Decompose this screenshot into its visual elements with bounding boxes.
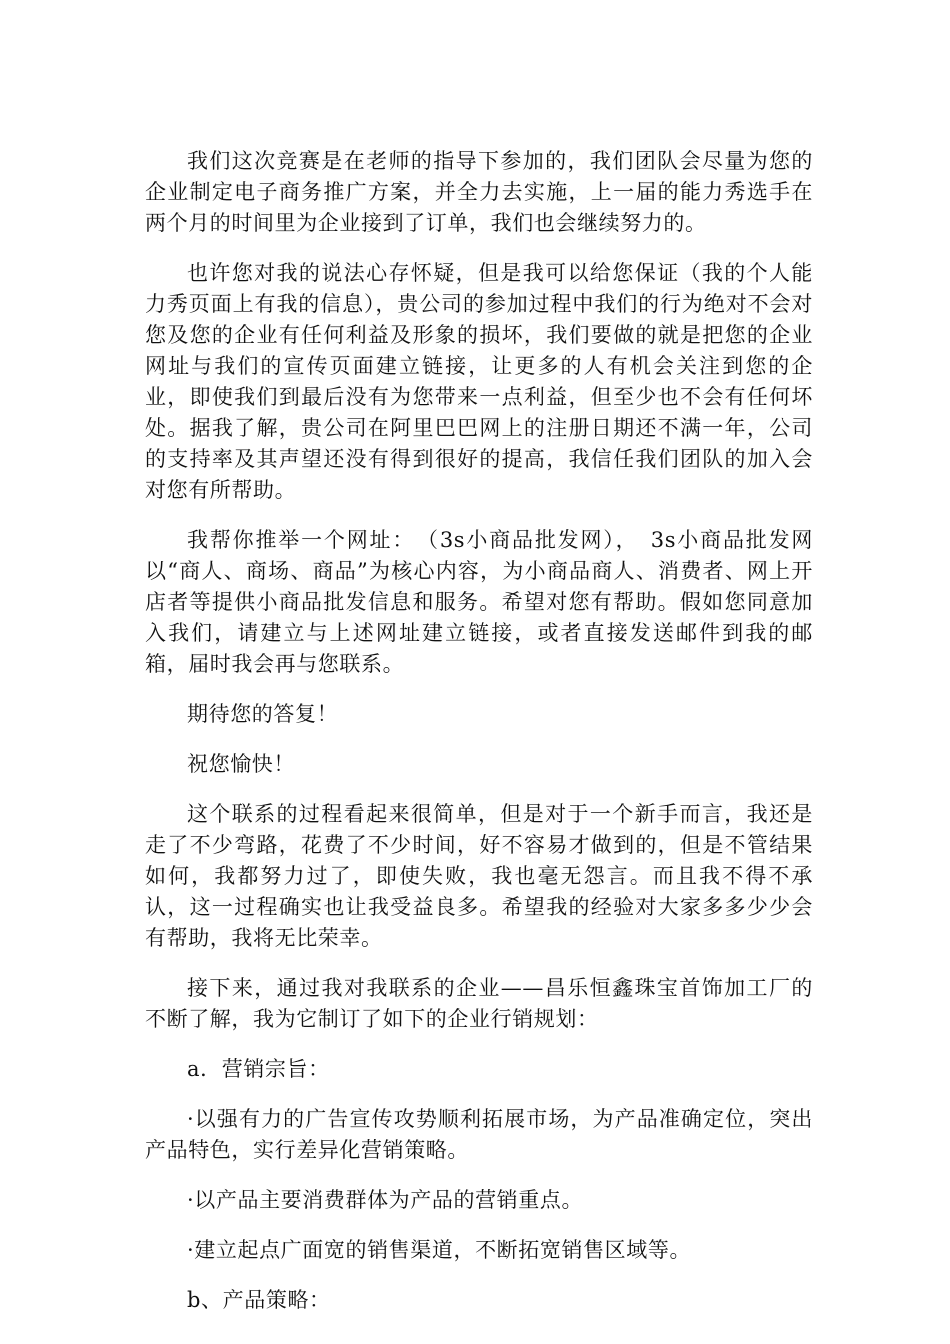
bullet-consumer-focus: ·以产品主要消费群体为产品的营销重点。 [187, 1188, 584, 1212]
paragraph-well-wishes: 祝您愉快！ [187, 752, 295, 776]
bullet-sales-channels: ·建立起点广面宽的销售渠道，不断拓宽销售区域等。 [187, 1238, 692, 1262]
paragraph-reflection: 这个联系的过程看起来很简单，但是对于一个新手而言，我还是走了不少弯路，花费了不少时间，好不容易才做到的，但是不管结果如何，我都努力过了，即使失败，我也毫无怨言。而且我不得不承认，这一过程确实也让我受益良多。希望我的经验对大家多多少少会有帮助，我将无比荣幸。 [145, 802, 813, 950]
heading-marketing-purpose: a．营销宗旨： [187, 1057, 330, 1081]
document-body [145, 146, 813, 1335]
paragraph-marketing-plan-intro: 接下来，通过我对我联系的企业——昌乐恒鑫珠宝首饰加工厂的不断了解，我为它制订了如下的企业行销规划： [145, 976, 813, 1031]
paragraph-awaiting-reply: 期待您的答复！ [187, 702, 339, 726]
paragraph-competition-intro: 我们这次竞赛是在老师的指导下参加的，我们团队会尽量为您的企业制定电子商务推广方案，并全力去实施，上一届的能力秀选手在两个月的时间里为企业接到了订单，我们也会继续努力的。 [145, 149, 813, 235]
paragraph-website-recommendation: 我帮你推举一个网址： （3s小商品批发网）， 3s小商品批发网以“商人、商场、商品”为核心内容，为小商品商人、消费者、网上开店者等提供小商品批发信息和服务。希望对您有帮助。假如您同意加入我们，请建立与上述网址建立链接，或者直接发送邮件到我的邮箱，届时我会再与您联系。 [145, 528, 813, 676]
bullet-advertising-strategy: ·以强有力的广告宣传攻势顺利拓展市场，为产品准确定位，突出产品特色，实行差异化营销策略。 [145, 1107, 813, 1162]
heading-product-strategy: b、产品策略： [187, 1288, 331, 1312]
paragraph-assurance: 也许您对我的说法心存怀疑，但是我可以给您保证（我的个人能力秀页面上有我的信息），贵公司的参加过程中我们的行为绝对不会对您及您的企业有任何利益及形象的损坏，我们要做的就是把您的企业网址与我们的宣传页面建立链接，让更多的人有机会关注到您的企业，即使我们到最后没有为您带来一点利益，但至少也不会有任何坏处。据我了解，贵公司在阿里巴巴网上的注册日期还不满一年，公司的支持率及其声望还没有得到很好的提高，我信任我们团队的加入会对您有所帮助。 [145, 261, 813, 502]
